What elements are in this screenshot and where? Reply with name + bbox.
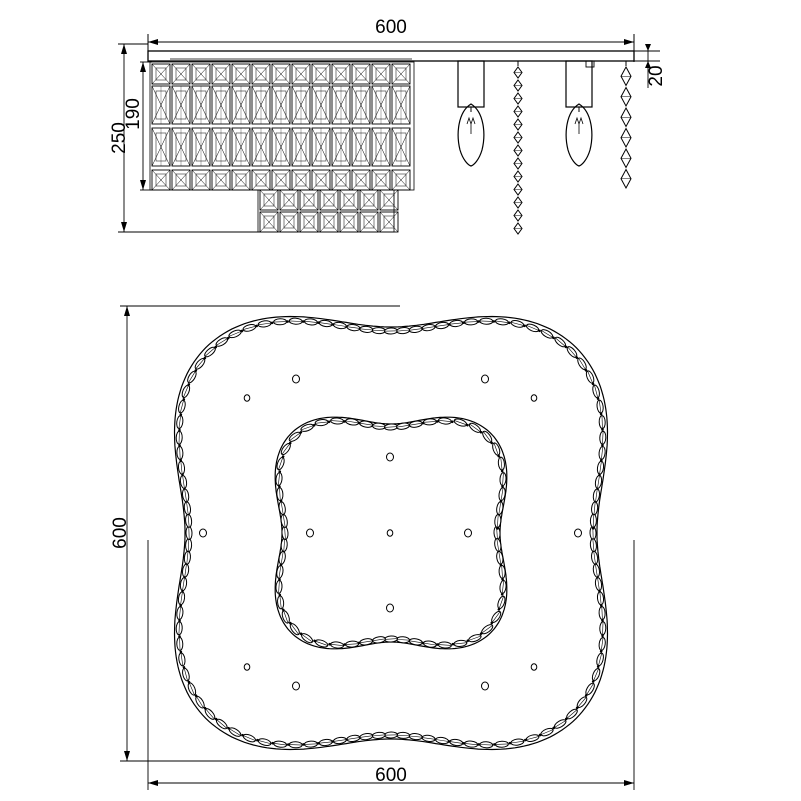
crystal-bead bbox=[466, 633, 482, 644]
crystal-bead bbox=[496, 551, 504, 567]
crystal-bead bbox=[598, 446, 606, 462]
crystal-bead bbox=[576, 357, 589, 373]
crystal-bead bbox=[438, 417, 454, 425]
total-height-label: 250 bbox=[109, 122, 130, 154]
crystal-bead bbox=[277, 593, 285, 609]
crystal-upper-tier bbox=[150, 62, 414, 190]
crystal-bead bbox=[304, 318, 320, 326]
outer-crystal-ring bbox=[176, 318, 606, 748]
ceiling-canopy bbox=[148, 51, 634, 61]
crystal-strand-middle bbox=[514, 61, 522, 234]
crystal-bead bbox=[178, 459, 186, 475]
side-width-dimension bbox=[148, 17, 634, 62]
top-plan-view bbox=[110, 306, 634, 790]
crystal-bead bbox=[343, 641, 359, 648]
crystal-bead bbox=[495, 318, 511, 326]
mounting-hole bbox=[387, 453, 394, 461]
crystal-bead bbox=[510, 319, 526, 329]
crystal-bead bbox=[423, 418, 439, 425]
crystal-bead bbox=[499, 472, 506, 488]
crystal-bead bbox=[540, 328, 556, 341]
crystal-bead bbox=[330, 418, 346, 425]
crystal-bead bbox=[194, 355, 208, 371]
crystal-bead bbox=[176, 429, 183, 445]
crystal-bead bbox=[273, 318, 289, 325]
inner-frame-outline bbox=[275, 417, 507, 649]
crystal-bead bbox=[599, 606, 606, 622]
crystal-bead bbox=[255, 737, 271, 747]
crystal-bead bbox=[317, 739, 333, 747]
crystal-bead bbox=[583, 682, 596, 698]
body-height-label: 190 bbox=[123, 98, 144, 130]
mounting-hole bbox=[244, 395, 250, 401]
canopy-height-dimension bbox=[634, 44, 667, 88]
crystal-bead bbox=[462, 740, 478, 748]
crystal-bead bbox=[508, 738, 524, 746]
crystal-bead bbox=[491, 442, 502, 458]
crystal-bead bbox=[328, 641, 344, 649]
crystal-bead bbox=[276, 578, 283, 594]
crystal-lower-tier bbox=[258, 190, 398, 232]
crystal-bead bbox=[287, 741, 303, 748]
crystal-bead bbox=[480, 318, 496, 325]
mounting-holes bbox=[200, 375, 582, 690]
crystal-bead bbox=[357, 638, 373, 646]
crystal-bead bbox=[450, 320, 466, 328]
crystal-bead bbox=[176, 619, 183, 635]
crystal-bead bbox=[278, 499, 286, 515]
crystal-bead bbox=[226, 725, 242, 738]
mounting-hole bbox=[293, 375, 300, 383]
mounting-hole bbox=[465, 529, 472, 537]
crystal-bead bbox=[498, 457, 506, 473]
crystal-bead bbox=[477, 741, 493, 748]
crystal-strand-right bbox=[621, 61, 631, 188]
mounting-hole bbox=[293, 682, 300, 690]
crystal-bead bbox=[176, 635, 183, 651]
crystal-bead bbox=[574, 695, 588, 711]
crystal-bead bbox=[215, 335, 231, 348]
crystal-bead bbox=[499, 565, 506, 581]
crystal-bead bbox=[478, 623, 494, 637]
mounting-hole bbox=[482, 375, 489, 383]
crystal-bead bbox=[302, 741, 318, 748]
crystal-bead bbox=[186, 368, 199, 384]
crystal-bead bbox=[176, 413, 184, 429]
crystal-bead bbox=[599, 622, 606, 638]
top-height-label: 600 bbox=[110, 517, 131, 549]
crystal-bead bbox=[176, 604, 184, 620]
crystal-bead bbox=[493, 741, 509, 748]
top-width-label: 600 bbox=[375, 765, 407, 786]
mounting-hole bbox=[531, 395, 537, 401]
crystal-bead bbox=[287, 620, 301, 636]
crystal-bead bbox=[464, 318, 480, 325]
mounting-hole bbox=[387, 530, 393, 536]
crystal-bead bbox=[599, 431, 606, 447]
crystal-bead bbox=[300, 422, 316, 433]
mounting-hole bbox=[575, 529, 582, 537]
crystal-bead bbox=[178, 650, 186, 666]
crystal-bead bbox=[193, 693, 206, 709]
crystal-bead bbox=[481, 430, 495, 446]
crystal-bead bbox=[436, 641, 452, 648]
crystal-bead bbox=[258, 320, 274, 328]
canopy-height-label: 20 bbox=[646, 65, 667, 87]
crystal-bead bbox=[499, 580, 507, 596]
outer-frame-outline bbox=[175, 317, 608, 750]
crystal-bead bbox=[596, 400, 604, 416]
crystal-bead bbox=[597, 592, 605, 608]
side-elevation-view bbox=[109, 17, 667, 234]
crystal-bead bbox=[598, 637, 606, 653]
crystal-bead bbox=[288, 429, 304, 443]
crystal-bead bbox=[176, 444, 183, 460]
crystal-bead bbox=[553, 336, 569, 350]
crystal-bead bbox=[177, 397, 187, 413]
top-width-dimension bbox=[148, 540, 634, 790]
crystal-bead bbox=[276, 485, 283, 501]
bulb-holder-right bbox=[566, 61, 594, 166]
mounting-hole bbox=[244, 664, 250, 670]
mounting-hole bbox=[387, 604, 394, 612]
crystal-bead bbox=[275, 470, 283, 486]
crystal-bead bbox=[409, 420, 425, 428]
side-width-label: 600 bbox=[375, 17, 407, 38]
crystal-bead bbox=[271, 740, 287, 748]
mounting-hole bbox=[482, 682, 489, 690]
crystal-bead bbox=[213, 716, 229, 730]
crystal-bead bbox=[595, 652, 605, 668]
mounting-hole bbox=[531, 664, 537, 670]
top-height-dimension bbox=[110, 306, 400, 761]
crystal-bead bbox=[551, 718, 567, 731]
mounting-hole bbox=[200, 529, 207, 537]
crystal-bead bbox=[315, 419, 331, 427]
mounting-hole bbox=[307, 529, 314, 537]
crystal-bead bbox=[280, 608, 291, 624]
crystal-bead bbox=[451, 640, 467, 648]
crystal-bead bbox=[289, 318, 305, 325]
crystal-bead bbox=[599, 415, 606, 431]
bulb-holder-left bbox=[458, 61, 484, 166]
